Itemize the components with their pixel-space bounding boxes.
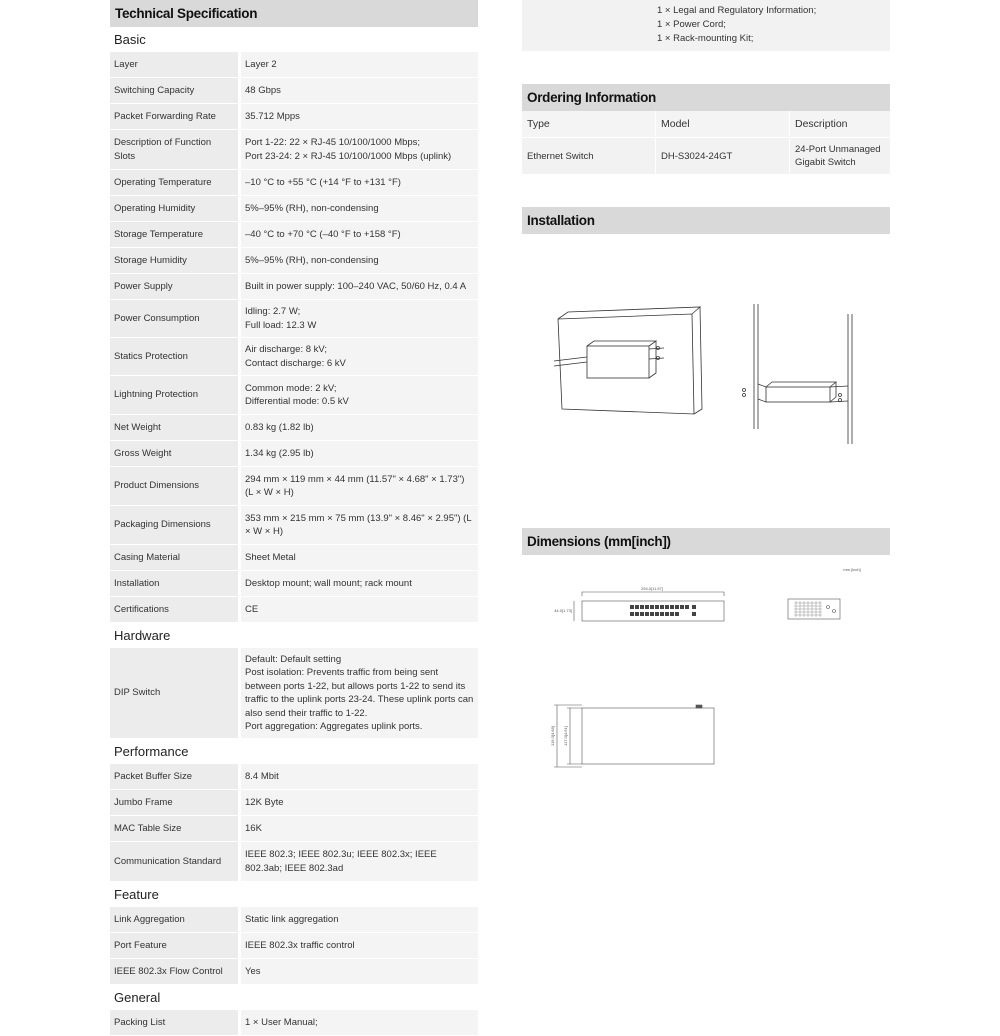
spec-row (110, 959, 478, 985)
spec-key: Gross Weight (110, 441, 238, 466)
spec-value: IEEE 802.3; IEEE 802.3u; IEEE 802.3x; IEEE 802.3ab; IEEE 802.3ad (241, 842, 478, 881)
group-heading-hardware: Hardware (114, 628, 171, 643)
spec-key: Packaging Dimensions (110, 506, 238, 544)
spec-column (110, 0, 478, 1036)
spec-value: 5%–95% (RH), non-condensing (241, 248, 478, 273)
spec-key: Link Aggregation (110, 907, 238, 932)
spec-key: Packing List (110, 1010, 238, 1035)
spec-row (110, 816, 478, 842)
spec-key: Port Feature (110, 933, 238, 958)
spec-value: 353 mm × 215 mm × 75 mm (13.9" × 8.46" × 2.95") (L × W × H) (241, 506, 478, 544)
group-heading-performance: Performance (114, 744, 189, 759)
spec-value: 12K Byte (241, 790, 478, 815)
spec-key: Casing Material (110, 545, 238, 570)
spec-row (110, 415, 478, 441)
spec-row (110, 104, 478, 130)
spec-value: Idling: 2.7 W; Full load: 12.3 W (241, 300, 478, 337)
spec-row (110, 506, 478, 545)
spec-key: Lightning Protection (110, 376, 238, 414)
group-heading-general: General (114, 990, 161, 1005)
spec-row (110, 764, 478, 790)
spec-row (110, 170, 478, 196)
spec-value: Sheet Metal (241, 545, 478, 570)
group-heading-feature: Feature (114, 887, 159, 902)
spec-key: Net Weight (110, 415, 238, 440)
spec-row (110, 274, 478, 300)
spec-value: 16K (241, 816, 478, 841)
spec-value: Static link aggregation (241, 907, 478, 932)
spec-key: Switching Capacity (110, 78, 238, 103)
ordering-header-type: Type (522, 111, 655, 137)
spec-row (110, 441, 478, 467)
ordering-header (522, 111, 890, 137)
ordering-title: Ordering Information (522, 84, 890, 111)
spec-key: IEEE 802.3x Flow Control (110, 959, 238, 984)
spec-value: 48 Gbps (241, 78, 478, 103)
spec-key: Storage Humidity (110, 248, 238, 273)
spec-key: Operating Temperature (110, 170, 238, 195)
spec-row (110, 1010, 478, 1036)
spec-row (110, 300, 478, 338)
unit-label: mm [inch] (843, 567, 861, 572)
spec-row (110, 842, 478, 882)
spec-key: Communication Standard (110, 842, 238, 881)
spec-value: 5%–95% (RH), non-condensing (241, 196, 478, 221)
height-label: 44.0[1.73] (554, 608, 572, 613)
spec-value: Default: Default setting Post isolation: Prevents traffic from being sent between ports 1-22, but allows ports 1-22 to send its traffic to the uplink ports 23-24. These uplink ports can also send their traffic to 1-22. Port aggregation: Aggregates uplink ports. (241, 648, 478, 738)
packing-list-continued: 1 × Legal and Regulatory Information; 1 × Power Cord; 1 × Rack-mounting Kit; (522, 0, 890, 51)
spec-row (110, 597, 478, 623)
spec-row (110, 933, 478, 959)
front-view-drawing (554, 586, 724, 621)
spec-row (110, 222, 478, 248)
spec-value: 8.4 Mbit (241, 764, 478, 789)
spec-key: MAC Table Size (110, 816, 238, 841)
right-column (522, 0, 890, 815)
dimensions-drawing (522, 555, 890, 815)
spec-key: Packet Buffer Size (110, 764, 238, 789)
spec-row (110, 52, 478, 78)
spec-key: Product Dimensions (110, 467, 238, 505)
ordering-cell-description: 24-Port Unmanaged Gigabit Switch (790, 138, 890, 174)
spec-row (110, 648, 478, 739)
spec-value: Layer 2 (241, 52, 478, 77)
spec-row (110, 907, 478, 933)
spec-key: Jumbo Frame (110, 790, 238, 815)
spec-key: Operating Humidity (110, 196, 238, 221)
spec-value: Yes (241, 959, 478, 984)
installation-title: Installation (522, 207, 890, 234)
ordering-header-description: Description (790, 111, 890, 137)
spec-row (110, 338, 478, 376)
spec-row (110, 545, 478, 571)
rack-mount-illustration (743, 304, 853, 444)
depth-outer-label: 119.0[4.68] (550, 726, 555, 746)
ordering-row (522, 138, 890, 174)
ordering-header-model: Model (656, 111, 789, 137)
spec-key: Installation (110, 571, 238, 596)
spec-key: Layer (110, 52, 238, 77)
spec-value: Built in power supply: 100–240 VAC, 50/60 Hz, 0.4 A (241, 274, 478, 299)
spec-value: Air discharge: 8 kV; Contact discharge: 6 kV (241, 338, 478, 375)
group-heading-basic: Basic (114, 32, 146, 47)
top-view-drawing (550, 705, 714, 767)
spec-value: 1 × User Manual; (241, 1010, 478, 1035)
spec-row (110, 790, 478, 816)
ordering-cell-model: DH-S3024-24GT (656, 138, 789, 174)
spec-row (110, 467, 478, 506)
spec-value: –10 °C to +55 °C (+14 °F to +131 °F) (241, 170, 478, 195)
spec-key: Certifications (110, 597, 238, 622)
spec-key: Power Supply (110, 274, 238, 299)
spec-key: Storage Temperature (110, 222, 238, 247)
spec-row (110, 130, 478, 170)
spec-value: IEEE 802.3x traffic control (241, 933, 478, 958)
spec-row (110, 376, 478, 415)
spec-row (110, 248, 478, 274)
installation-illustration (522, 234, 890, 524)
spec-key: Description of Function Slots (110, 130, 238, 169)
spec-row (110, 571, 478, 597)
dimensions-title: Dimensions (mm[inch]) (522, 528, 890, 555)
spec-value: Common mode: 2 kV; Differential mode: 0.5 kV (241, 376, 478, 414)
spec-value: –40 °C to +70 °C (–40 °F to +158 °F) (241, 222, 478, 247)
rear-view-drawing (788, 567, 861, 619)
spec-value: CE (241, 597, 478, 622)
spec-key: Power Consumption (110, 300, 238, 337)
width-label: 294.0[11.57] (641, 586, 663, 591)
spec-row (110, 78, 478, 104)
spec-key: Statics Protection (110, 338, 238, 375)
spec-value: 1.34 kg (2.95 lb) (241, 441, 478, 466)
depth-inner-label: 117.0[4.61] (563, 726, 568, 746)
wall-mount-illustration (554, 307, 702, 414)
spec-title: Technical Specification (110, 0, 478, 27)
spec-value: 0.83 kg (1.82 lb) (241, 415, 478, 440)
spec-value: 35.712 Mpps (241, 104, 478, 129)
spec-value: 294 mm × 119 mm × 44 mm (11.57" × 4.68" × 1.73") (L × W × H) (241, 467, 478, 505)
spec-key: Packet Forwarding Rate (110, 104, 238, 129)
spec-value: Port 1-22: 22 × RJ-45 10/100/1000 Mbps; Port 23-24: 2 × RJ-45 10/100/1000 Mbps (uplink) (241, 130, 478, 169)
spec-groups (110, 27, 478, 1036)
ordering-cell-type: Ethernet Switch (522, 138, 655, 174)
spec-key: DIP Switch (110, 648, 238, 738)
spec-value: Desktop mount; wall mount; rack mount (241, 571, 478, 596)
spec-row (110, 196, 478, 222)
